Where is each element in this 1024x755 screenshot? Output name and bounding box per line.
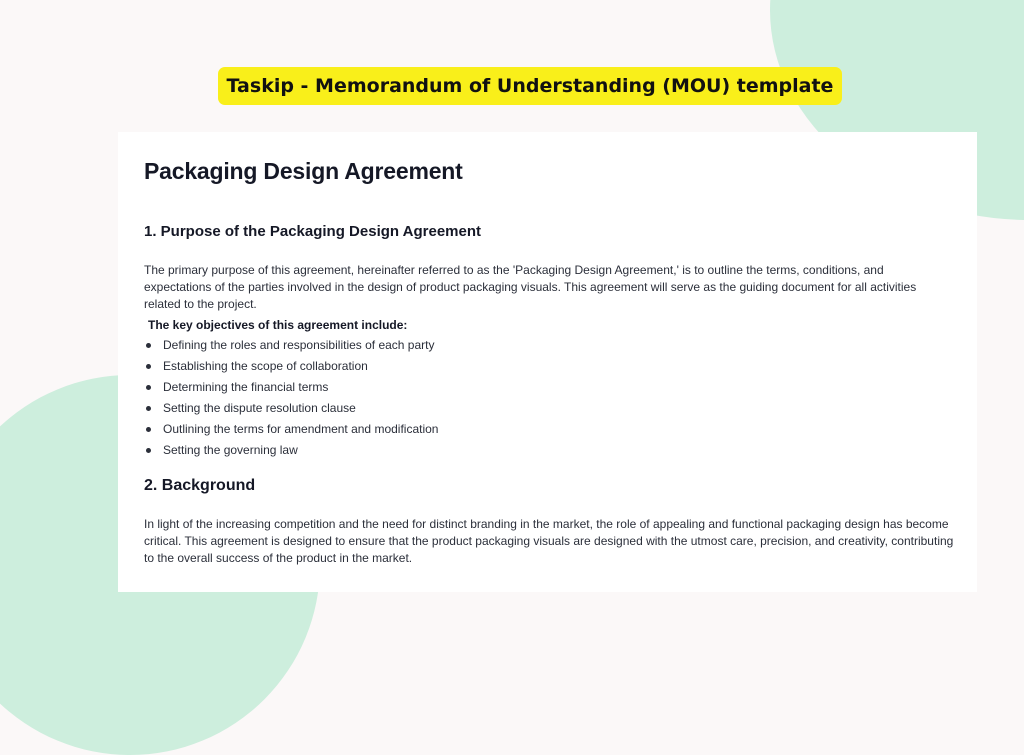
list-item xyxy=(144,335,438,356)
section-paragraph-background: In light of the increasing competition and the need for distinct branding in the market, the role of appealing and functional packaging design has become critical. This agreement is designed to ensure that the product packaging visuals are designed with the utmost care, precision, and creativity, contributing to the overall success of the product in the market. xyxy=(144,517,954,565)
section-heading-purpose: 1. Purpose of the Packaging Design Agreement xyxy=(144,223,482,240)
list-item xyxy=(144,356,438,377)
bullet-icon xyxy=(146,364,151,369)
document-title: Packaging Design Agreement xyxy=(144,158,463,184)
section-paragraph-purpose: The primary purpose of this agreement, hereinafter referred to as the 'Packaging Design Agreement,' is to outline the terms, conditions, and expectations of the parties involved in the design of product packaging visuals. This agreement will serve as the guiding document for all activities related to the project. xyxy=(144,263,917,311)
objectives-list xyxy=(144,335,438,461)
list-item-text: Determining the financial terms xyxy=(163,380,329,394)
list-item-text: Setting the dispute resolution clause xyxy=(163,401,356,415)
list-item-text: Defining the roles and responsibilities of each party xyxy=(163,338,435,352)
bullet-icon xyxy=(146,427,151,432)
list-item-text: Establishing the scope of collaboration xyxy=(163,359,368,373)
bullet-icon xyxy=(146,406,151,411)
objectives-label: The key objectives of this agreement include: xyxy=(148,318,408,332)
list-item-text: Outlining the terms for amendment and modification xyxy=(163,422,439,436)
list-item xyxy=(144,398,438,419)
list-item xyxy=(144,419,438,440)
bullet-icon xyxy=(146,343,151,348)
template-title-banner: Taskip - Memorandum of Understanding (MOU) template xyxy=(218,67,842,105)
section-heading-background: 2. Background xyxy=(144,477,256,494)
list-item xyxy=(144,440,438,461)
bullet-icon xyxy=(146,448,151,453)
document-page xyxy=(118,132,977,592)
bullet-icon xyxy=(146,385,151,390)
list-item xyxy=(144,377,438,398)
list-item-text: Setting the governing law xyxy=(163,443,298,457)
